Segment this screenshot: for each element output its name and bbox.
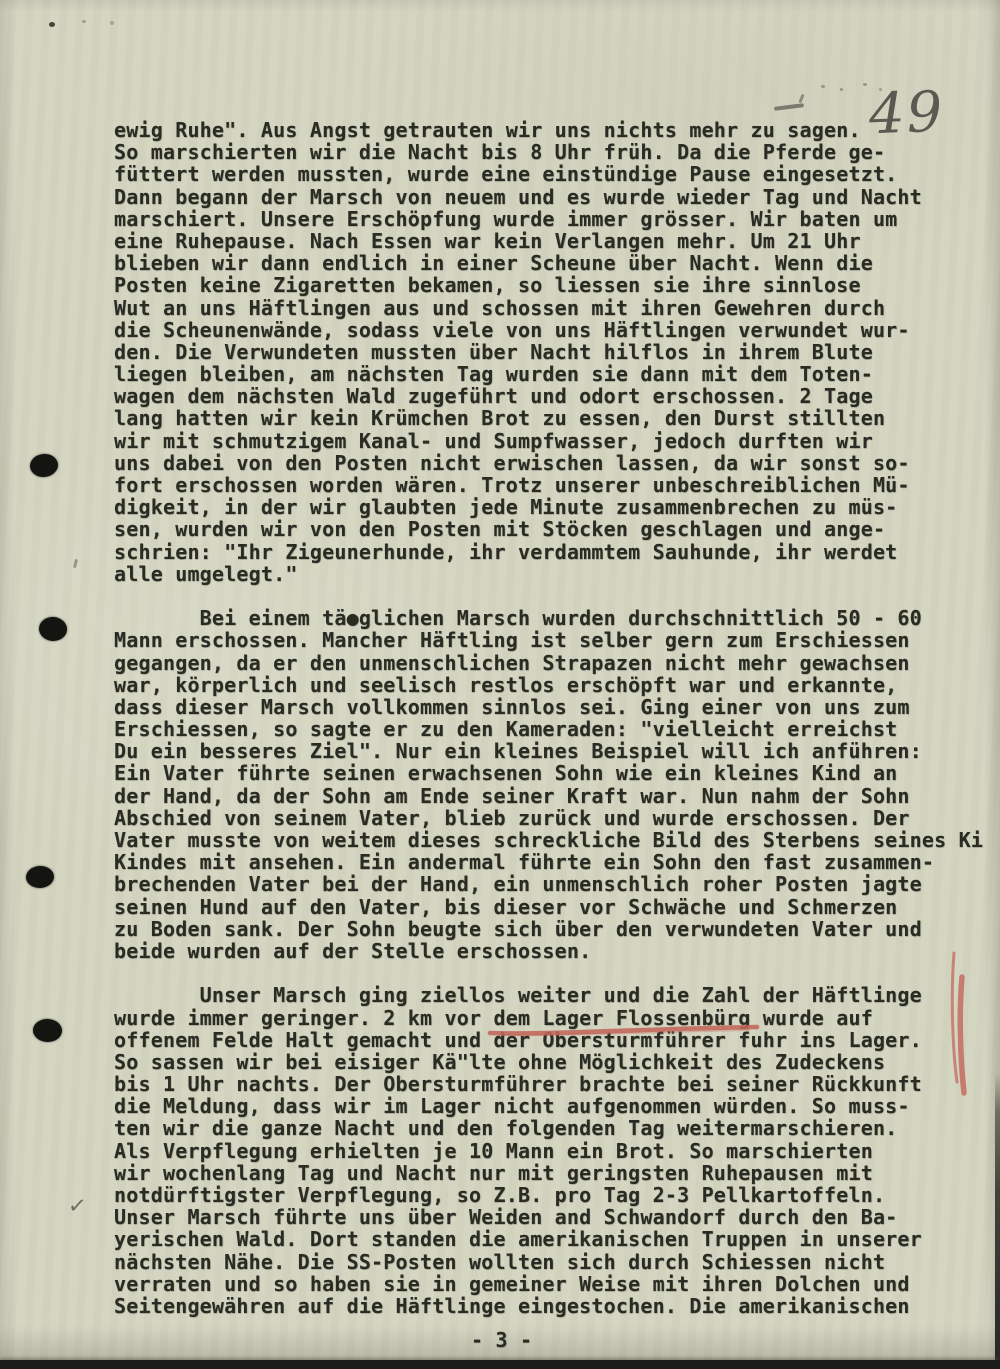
pencil-checkmark: ✓ — [66, 1193, 88, 1220]
ink-speck — [82, 20, 86, 23]
text-line: Vater musste von weitem dieses schreckliche Bild des Sterbens seines Ki — [114, 828, 984, 852]
pencil-comma-mark — [73, 559, 78, 568]
red-margin-line-annotation — [944, 950, 974, 1096]
text-line: Wut an uns Häftlingen aus und schossen mit ihren Gewehren durch — [114, 295, 886, 320]
text-line: So marschierten wir die Nacht bis 8 Uhr früh. Da die Pferde ge- — [114, 140, 886, 165]
text-line: blieben wir dann endlich in einer Scheune über Nacht. Wenn die — [114, 251, 873, 276]
text-line: bis 1 Uhr nachts. Der Obersturmführer brachte bei seiner Rückkunft — [114, 1072, 922, 1097]
text-line: wagen dem nächsten Wald zugeführt und odort erschossen. 2 Tage — [114, 384, 873, 409]
text-line: Ein Vater führte seinen erwachsenen Sohn wie ein kleines Kind an — [114, 761, 898, 786]
ink-speck — [49, 22, 55, 27]
text-line: Unser Marsch ging ziellos weiter und die Zahl der Häftlinge — [114, 983, 922, 1008]
text-line: liegen bleiben, am nächsten Tag wurden sie dann mit dem Toten- — [114, 362, 873, 387]
red-underline-annotation — [487, 1023, 769, 1039]
hole-punch-dot — [38, 616, 68, 642]
text-line: lang hatten wir kein Krümchen Brot zu essen, den Durst stillten — [114, 406, 886, 431]
text-line: gegangen, da er den unmenschlichen Strapazen nicht mehr gewachsen — [114, 650, 910, 675]
typewritten-text — [114, 119, 983, 1317]
text-line: zu Boden sank. Der Sohn beugte sich über den verwundeten Vater und — [114, 916, 922, 941]
text-line: yerischen Wald. Dort standen die amerikanischen Truppen in unserer — [114, 1227, 922, 1252]
footer-page-number: - 3 - — [471, 1328, 533, 1352]
text-line: seinen Hund auf den Vater, bis dieser vor Schwäche und Schmerzen — [114, 894, 898, 919]
text-line: uns dabei von den Posten nicht erwischen lassen, da wir sonst so- — [114, 450, 910, 475]
text-line: Dann begann der Marsch von neuem und es wurde wieder Tag und Nacht — [114, 184, 922, 209]
text-line: Als Verpflegung erhielten je 10 Mann ein Brot. So marschierten — [114, 1138, 873, 1163]
scan-edge-right — [995, 1072, 1000, 1369]
text-line: füttert werden mussten, wurde eine einstündige Pause eingesetzt. — [114, 162, 898, 187]
ink-speck — [110, 21, 114, 25]
text-line: So sassen wir bei eisiger Kä"lte ohne Möglichkeit des Zudeckens — [114, 1049, 886, 1074]
text-line: Unser Marsch führte uns über Weiden and Schwandorf durch den Ba- — [114, 1205, 898, 1230]
pencil-dash-mark — [774, 103, 804, 111]
text-line: fort erschossen worden wären. Trotz unserer unbeschreiblichen Mü- — [114, 473, 910, 497]
handwritten-page-number: 49 — [867, 79, 946, 148]
text-line: sen, wurden wir von den Posten mit Stöcken geschlagen und ange- — [114, 517, 886, 542]
text-line: digkeit, in der wir glaubten jede Minute zusammenbrechen zu müs- — [114, 495, 898, 520]
text-line: Bei einem tä●glichen Marsch wurden durchschnittlich 50 - 60 — [114, 606, 922, 631]
text-line: eine Ruhepause. Nach Essen war kein Verlangen mehr. Um 21 Uhr — [114, 228, 861, 253]
paragraph — [114, 119, 983, 585]
text-line: war, körperlich und seelisch restlos erschöpft war und erkannte, — [114, 672, 898, 697]
text-line: die Scheunenwände, sodass viele von uns Häftlingen verwundet wur- — [114, 317, 910, 342]
text-line: Du ein besseres Ziel". Nur ein kleines Beispiel will ich anführen: — [114, 739, 922, 764]
text-line: die Meldung, dass wir im Lager nicht aufgenommen würden. So muss- — [114, 1094, 910, 1119]
paragraph — [114, 607, 983, 962]
pencil-speck — [863, 83, 867, 86]
text-line: Posten keine Zigaretten bekamen, so liessen sie ihre sinnlose — [114, 273, 861, 298]
text-line: ewig Ruhe". Aus Angst getrauten wir uns nichts mehr zu sagen. — [114, 118, 861, 142]
text-line: Erschiessen, so sagte er zu den Kameraden: "vielleicht erreichst — [114, 717, 898, 742]
text-line: wir mit schmutzigem Kanal- und Sumpfwasser, jedoch durften wir — [114, 428, 873, 453]
text-line: ten wir die ganze Nacht und den folgenden Tag weitermarschieren. — [114, 1116, 898, 1141]
text-line: Mann erschossen. Mancher Häftling ist selber gern zum Erschiessen — [114, 628, 910, 653]
text-line: dass dieser Marsch vollkommen sinnlos sei. Ging einer von uns zum — [114, 694, 910, 719]
text-line: Kindes mit ansehen. Ein andermal führte ein Sohn den fast zusammen- — [114, 850, 935, 875]
hole-punch-dot — [33, 1019, 63, 1043]
pencil-speck — [840, 88, 843, 91]
text-line: wurde immer geringer. 2 km vor dem Lager Flossenbürg wurde auf — [114, 1005, 873, 1030]
text-line: Abschied von seinem Vater, blieb zurück und wurde erschossen. Der — [114, 805, 910, 830]
text-line: beide wurden auf der Stelle erschossen. — [114, 938, 592, 963]
text-line: offenem Felde Halt gemacht und der Obersturmführer fuhr ins Lager. — [114, 1027, 922, 1052]
pencil-tick-mark — [798, 94, 804, 103]
text-line: verraten und so haben sie in gemeiner Weise mit ihren Dolchen und — [114, 1271, 910, 1296]
text-line: schrien: "Ihr Zigeunerhunde, ihr verdammtem Sauhunde, ihr werdet — [114, 539, 898, 564]
text-line: Seitengewähren auf die Häftlinge eingestochen. Die amerikanischen — [114, 1293, 910, 1318]
text-line: alle umgelegt." — [114, 561, 298, 586]
pencil-speck — [821, 85, 825, 88]
hole-punch-dot — [25, 865, 54, 888]
text-line: marschiert. Unsere Erschöpfung wurde immer grösser. Wir baten um — [114, 206, 898, 231]
hole-punch-dot — [29, 453, 59, 479]
text-line: der Hand, da der Sohn am Ende seiner Kraft war. Nun nahm der Sohn — [114, 783, 910, 808]
text-line: notdürftigster Verpflegung, so Z.B. pro Tag 2-3 Pellkartoffeln. — [114, 1183, 886, 1207]
text-line: wir wochenlang Tag und Nacht nur mit geringsten Ruhepausen mit — [114, 1160, 873, 1185]
text-line: den. Die Verwundeten mussten über Nacht hilflos in ihrem Blute — [114, 339, 873, 364]
text-line: nächsten Nähe. Die SS-Posten wollten sich durch Schiessen nicht — [114, 1249, 886, 1274]
scan-edge-bottom — [0, 1360, 1000, 1369]
text-line: brechenden Vater bei der Hand, ein unmenschlich roher Posten jagte — [114, 872, 922, 897]
